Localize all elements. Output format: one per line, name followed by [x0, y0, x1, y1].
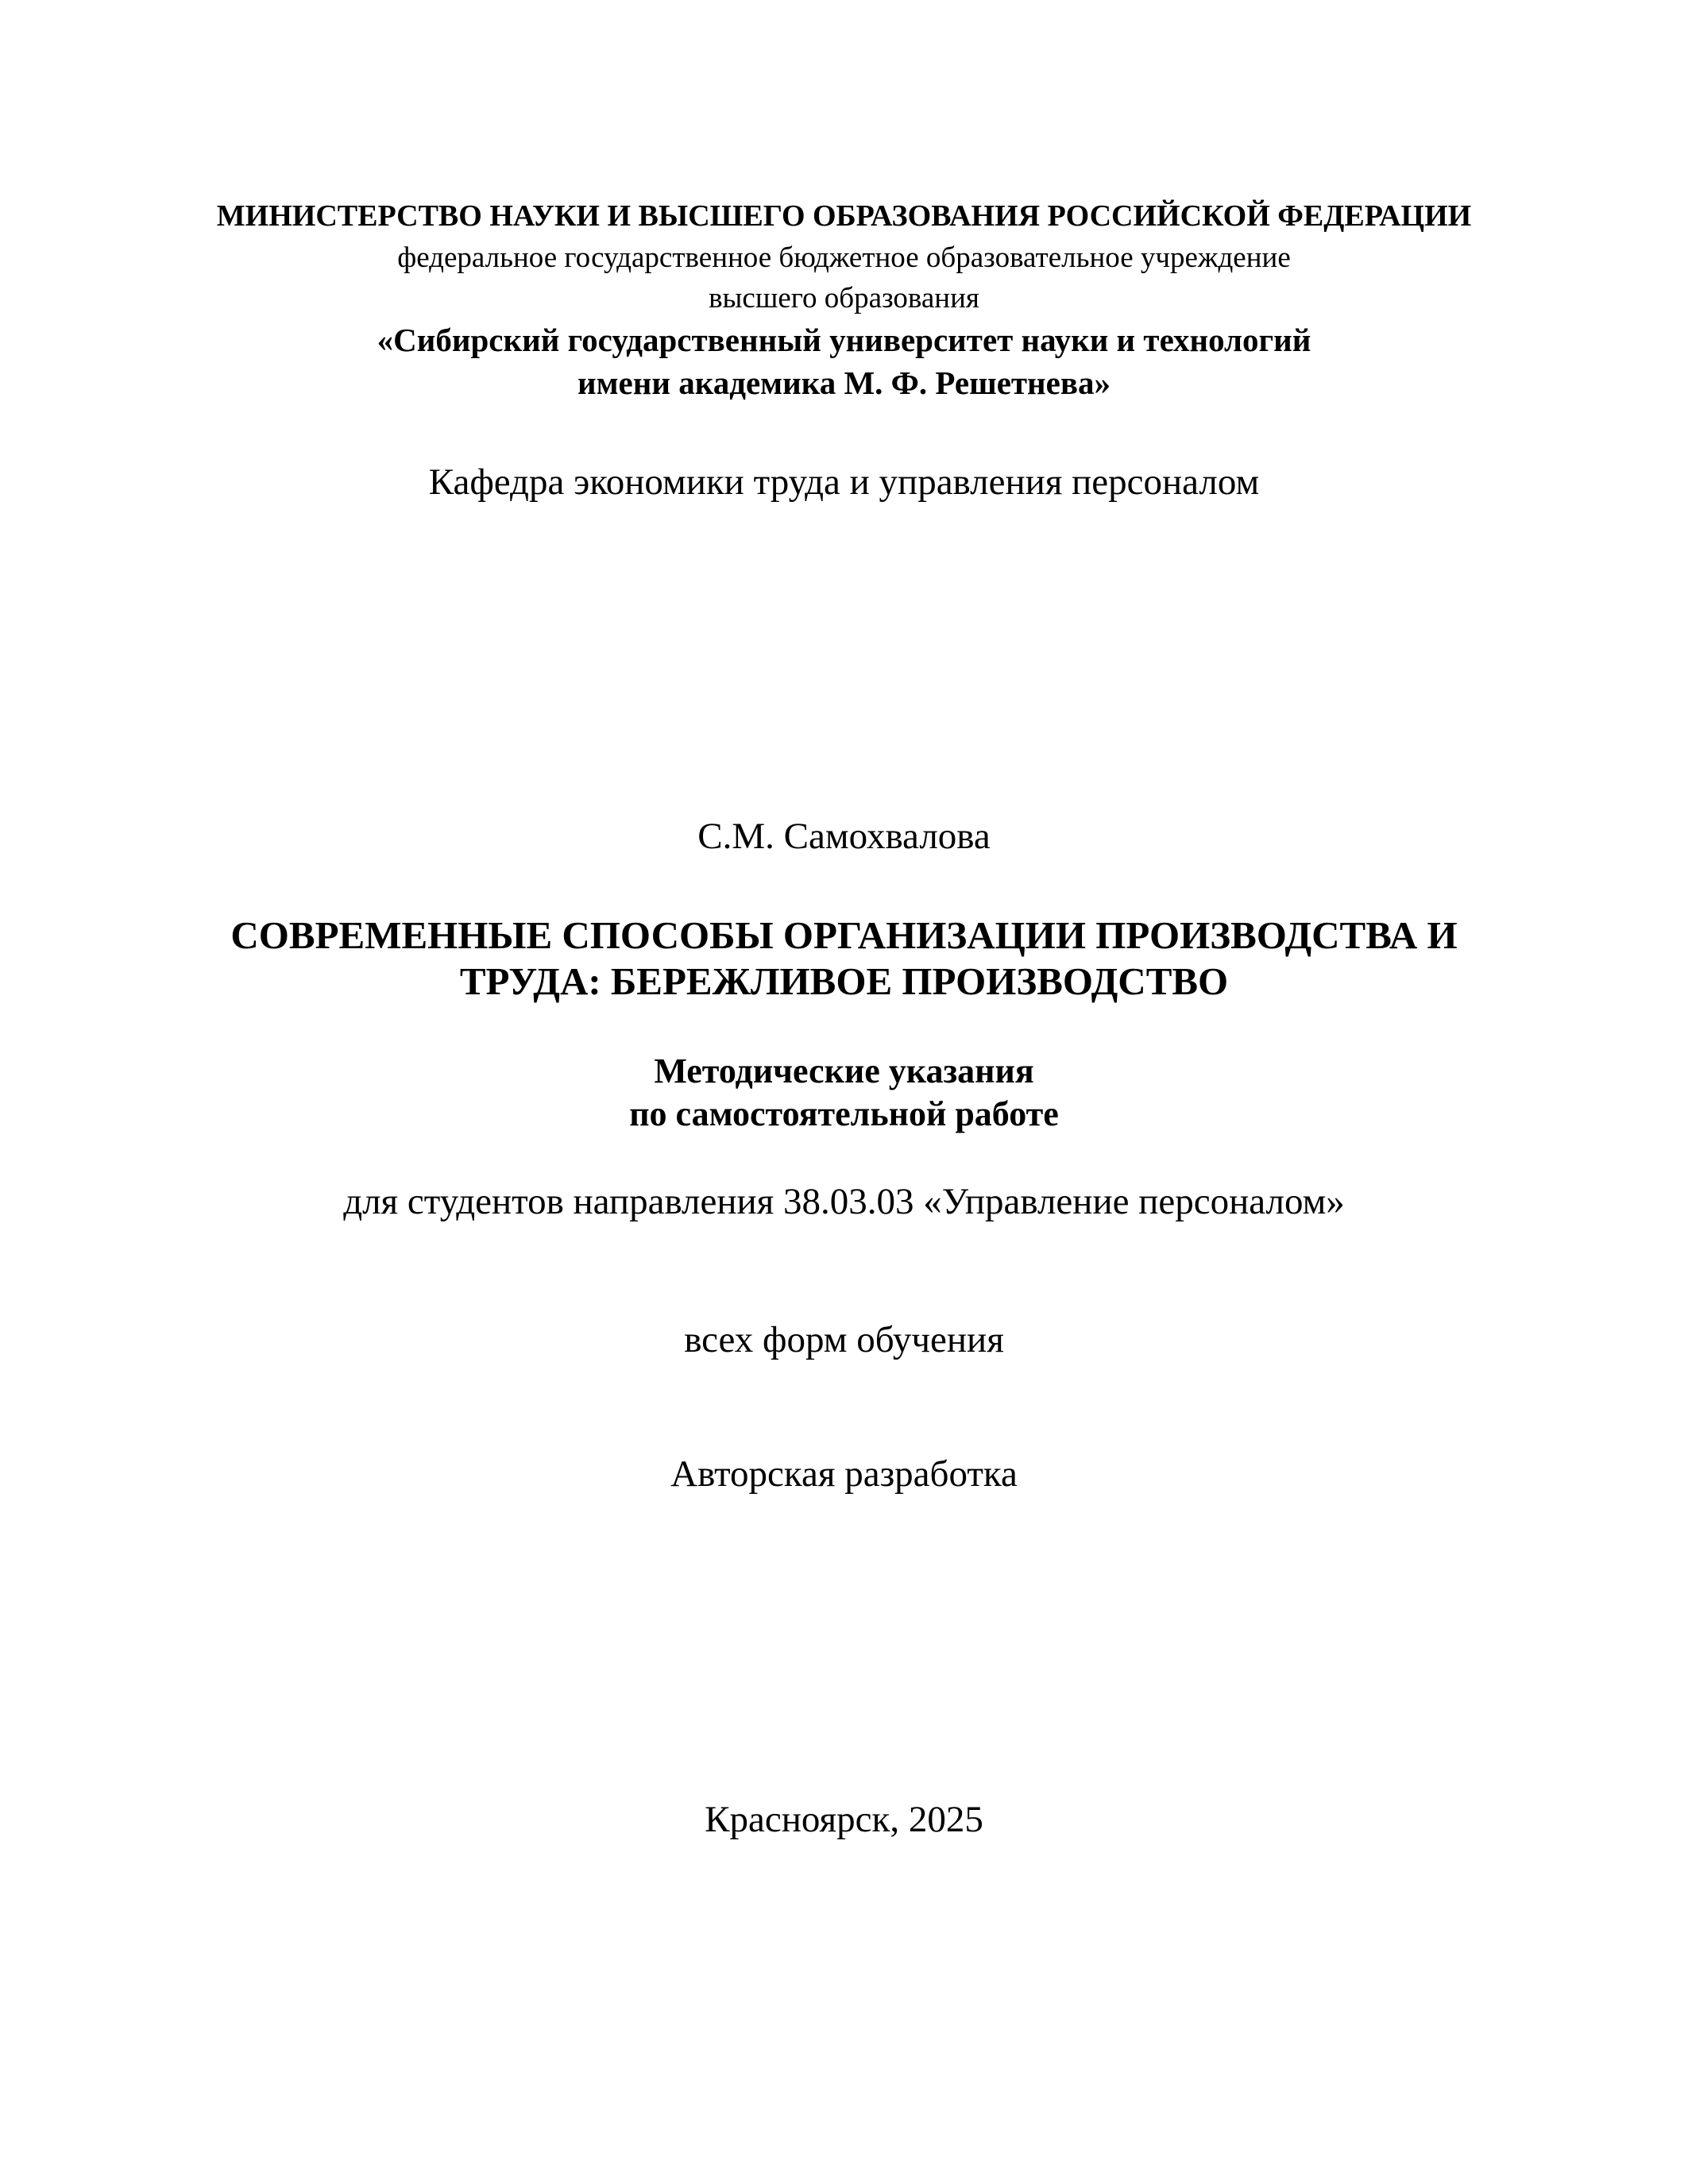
document-title-line2: ТРУДА: БЕРЕЖЛИВОЕ ПРОИЗВОДСТВО — [459, 959, 1229, 1003]
document-title-line1: СОВРЕМЕННЫЕ СПОСОБЫ ОРГАНИЗАЦИИ ПРОИЗВОДСТВА И — [230, 913, 1458, 957]
institution-type-line2: высшего образования — [709, 282, 979, 314]
department-name: Кафедра экономики труда и управления персоналом — [428, 461, 1260, 503]
city-year: Красноярск, 2025 — [705, 1799, 983, 1840]
document-subtitle-line1: Методические указания — [654, 1051, 1034, 1090]
author-name: С.М. Самохвалова — [697, 816, 991, 857]
university-name-line1: «Сибирский государственный университет науки и технологий — [377, 322, 1311, 358]
university-name-line2: имени академика М. Ф. Решетнева» — [577, 365, 1111, 401]
ministry-heading: МИНИСТЕРСТВО НАУКИ И ВЫСШЕГО ОБРАЗОВАНИЯ РОССИЙСКОЙ ФЕДЕРАЦИИ — [216, 199, 1472, 233]
development-type: Авторская разработка — [670, 1453, 1018, 1495]
document-subtitle-line2: по самостоятельной работе — [629, 1094, 1059, 1133]
target-audience: для студентов направления 38.03.03 «Управление персоналом» — [343, 1181, 1345, 1222]
institution-type-line1: федеральное государственное бюджетное образовательное учреждение — [397, 241, 1291, 274]
study-forms: всех форм обучения — [684, 1319, 1004, 1360]
